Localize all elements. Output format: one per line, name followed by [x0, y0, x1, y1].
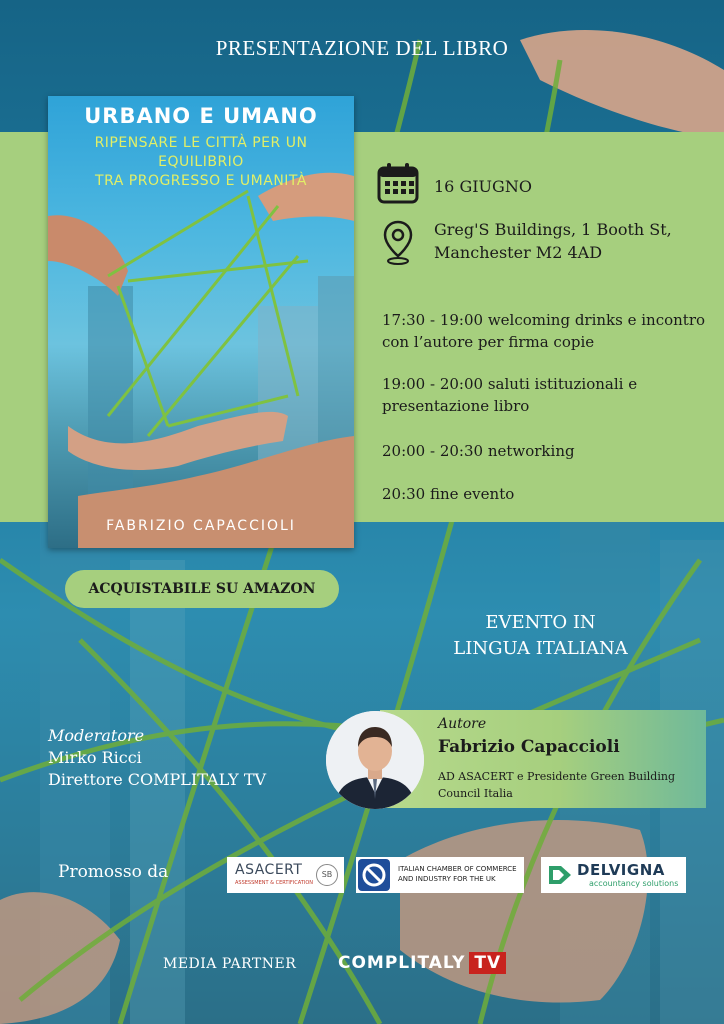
delvigna-name: DELVIGNA: [577, 861, 665, 879]
schedule-item: 19:00 - 20:00 saluti istituzionali e presentazione libro: [382, 375, 638, 415]
media-partner-label: MEDIA PARTNER: [163, 956, 297, 972]
chamber-line2: AND INDUSTRY FOR THE UK: [398, 875, 496, 883]
delvigna-tagline: accountancy solutions: [589, 879, 679, 888]
amazon-button[interactable]: ACQUISTABILE SU AMAZON: [65, 570, 339, 608]
book-subtitle-line2: TRA PROGRESSO E UMANITÀ: [95, 173, 307, 189]
moderator-name: Mirko Ricci: [48, 748, 142, 767]
language-note-line1: EVENTO IN: [485, 612, 596, 633]
schedule-item: 20:30 fine evento: [382, 485, 515, 503]
calendar-icon: [377, 162, 419, 204]
event-location: [434, 218, 714, 264]
author-avatar: [326, 711, 424, 809]
chamber-name: [398, 864, 517, 884]
book-subtitle: [60, 134, 342, 191]
chamber-logo: [356, 857, 524, 893]
moderator-block: [48, 725, 266, 791]
language-note-line2: LINGUA ITALIANA: [453, 638, 628, 659]
asacert-name: ASACERT: [235, 862, 303, 878]
promoters-label: Promosso da: [58, 862, 169, 882]
asacert-logo: [227, 857, 344, 893]
delvigna-emblem-icon: [547, 864, 573, 886]
asacert-badge: SB: [316, 864, 338, 886]
asacert-tagline: ASSESSMENT & CERTIFICATION: [235, 880, 313, 886]
book-cover: [48, 96, 354, 548]
moderator-label: Moderatore: [48, 726, 145, 745]
media-partner-tv-badge: TV: [469, 952, 506, 974]
author-role: AD ASACERT e Presidente Green Building Council Italia: [438, 770, 675, 800]
location-pin-icon: [383, 220, 413, 266]
author-portrait: [326, 711, 424, 809]
location-line2: Manchester M2 4AD: [434, 243, 603, 262]
complitaly-tv-logo: [338, 953, 506, 973]
schedule-item: 17:30 - 19:00 welcoming drinks e incontro con l’autore per firma copie: [382, 311, 706, 351]
media-partner-name: COMPLITALY: [338, 953, 466, 973]
moderator-role: Direttore COMPLITALY TV: [48, 770, 267, 789]
author-name: Fabrizio Capaccioli: [438, 737, 620, 757]
book-subtitle-line1: RIPENSARE LE CITTÀ PER UN EQUILIBRIO: [94, 135, 308, 170]
chamber-line1: ITALIAN CHAMBER OF COMMERCE: [398, 865, 517, 873]
delvigna-logo: [541, 857, 686, 893]
schedule-item: 20:00 - 20:30 networking: [382, 442, 575, 460]
event-date: 16 GIUGNO: [434, 177, 532, 196]
author-label: Autore: [438, 716, 487, 732]
chamber-emblem-icon: [358, 859, 390, 891]
book-title: URBANO E UMANO: [84, 104, 318, 128]
location-line1: Greg'S Buildings, 1 Booth St,: [434, 220, 672, 239]
page-title: PRESENTAZIONE DEL LIBRO: [215, 36, 509, 60]
book-author: FABRIZIO CAPACCIOLI: [106, 518, 296, 534]
language-note: [418, 610, 663, 662]
